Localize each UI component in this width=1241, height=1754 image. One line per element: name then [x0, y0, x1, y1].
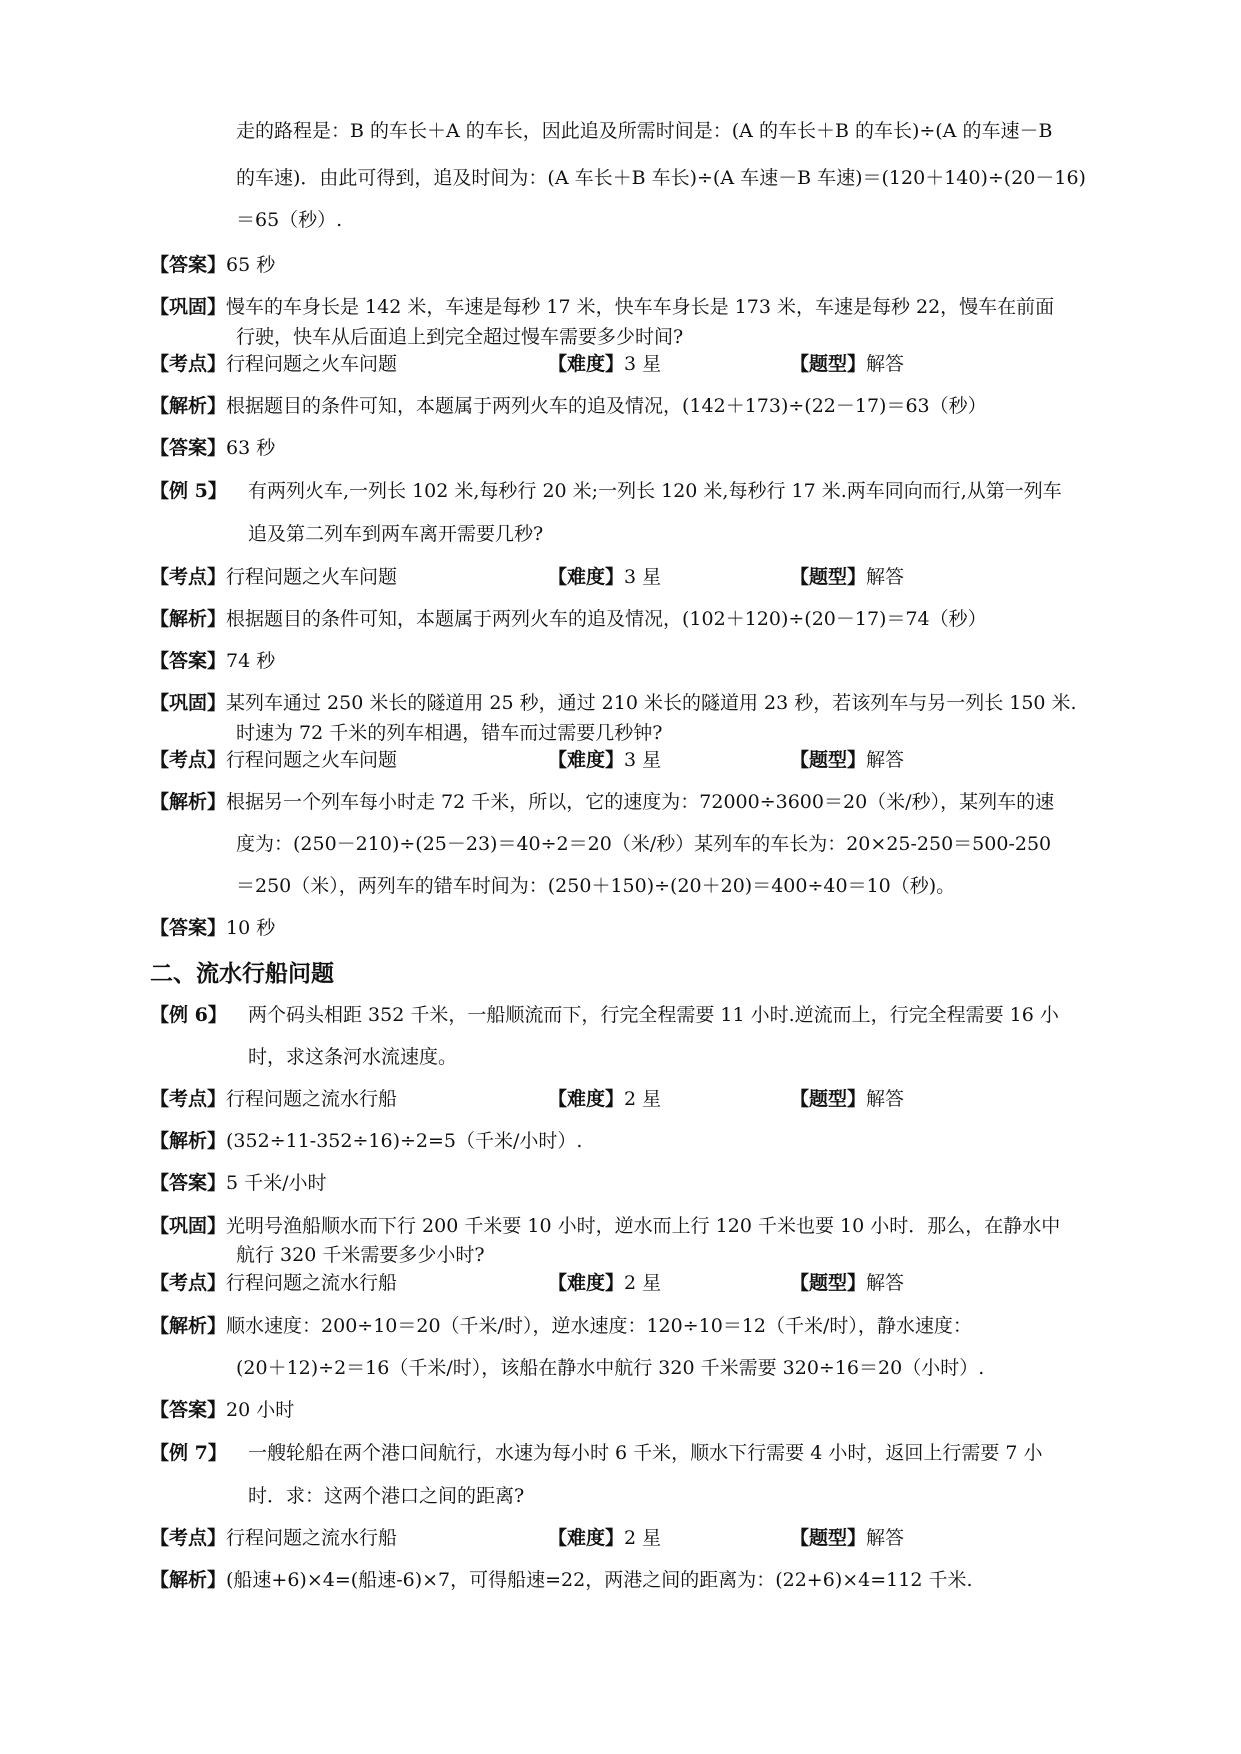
- qtype-text: 解答: [866, 749, 905, 771]
- intro-line-3: ＝65（秒）.: [236, 209, 343, 231]
- qtype-row: [790, 1271, 904, 1295]
- qtype-row: [790, 748, 904, 772]
- analysis-row: [150, 790, 1054, 814]
- question-text-cont: 行驶，快车从后面追上到完全超过慢车需要多少时间?: [236, 326, 684, 348]
- question-label: 【巩固】: [150, 692, 227, 714]
- qtype-label: 【题型】: [790, 1088, 867, 1110]
- difficulty-row: [548, 1526, 661, 1550]
- point-row: [150, 1087, 397, 1111]
- analysis-text-cont: 度为：(250－210)÷(25－23)＝40÷2＝20（米/秒）某列车的车长为：20×25-250＝500-250: [236, 833, 1052, 855]
- answer-text: 5 千米/小时: [226, 1172, 327, 1194]
- question-label: 【例 5】: [150, 480, 227, 502]
- analysis-row: [150, 607, 987, 631]
- point-row: [150, 565, 397, 589]
- analysis-label: 【解析】: [150, 1569, 227, 1591]
- answer-text: 20 小时: [226, 1399, 295, 1421]
- analysis-text: 根据题目的条件可知，本题属于两列火车的追及情况，(142＋173)÷(22－17)＝63（秒）: [226, 395, 987, 417]
- difficulty-text: 2 星: [624, 1088, 662, 1110]
- question-text: 一艘轮船在两个港口间航行，水速为每小时 6 千米，顺水下行需要 4 小时，返回上行需要 7 小: [248, 1442, 1043, 1464]
- question-row: [150, 691, 1077, 715]
- difficulty-row: [548, 748, 661, 772]
- question-row: [150, 1003, 227, 1027]
- qtype-label: 【题型】: [790, 1527, 867, 1549]
- question-text-cont: 时速为 72 千米的列车相遇，错车而过需要几秒钟?: [236, 722, 663, 744]
- difficulty-text: 3 星: [624, 566, 662, 588]
- intro-line-2: 的车速)．由此可得到，追及时间为：(A 车长＋B 车长)÷(A 车速－B 车速)＝(120＋140)÷(20－16): [236, 167, 1086, 189]
- qtype-row: [790, 352, 904, 376]
- qtype-text: 解答: [866, 353, 905, 375]
- difficulty-label: 【难度】: [548, 1527, 625, 1549]
- point-row: [150, 352, 397, 376]
- difficulty-text: 2 星: [624, 1272, 662, 1294]
- answer-label: 【答案】: [150, 1399, 227, 1421]
- difficulty-label: 【难度】: [548, 1272, 625, 1294]
- analysis-label: 【解析】: [150, 1315, 227, 1337]
- difficulty-text: 2 星: [624, 1527, 662, 1549]
- question-text-cont: 时，求这条河水流速度。: [248, 1046, 458, 1068]
- qtype-text: 解答: [866, 1272, 905, 1294]
- answer-label: 【答案】: [150, 254, 227, 276]
- qtype-label: 【题型】: [790, 749, 867, 771]
- qtype-label: 【题型】: [790, 1272, 867, 1294]
- analysis-label: 【解析】: [150, 395, 227, 417]
- answer-label: 【答案】: [150, 437, 227, 459]
- question-row: [150, 479, 227, 503]
- analysis-row: [150, 394, 987, 418]
- point-label: 【考点】: [150, 1527, 227, 1549]
- qtype-row: [790, 565, 904, 589]
- answer-label: 【答案】: [150, 650, 227, 672]
- answer-label: 【答案】: [150, 1172, 227, 1194]
- analysis-text: 顺水速度：200÷10＝20（千米/时），逆水速度：120÷10＝12（千米/时），静水速度：: [226, 1315, 972, 1337]
- question-label: 【例 6】: [150, 1004, 227, 1026]
- question-row: [150, 1441, 227, 1465]
- answer-text: 63 秒: [226, 437, 276, 459]
- answer-row: [150, 1171, 327, 1195]
- point-label: 【考点】: [150, 566, 227, 588]
- question-text: 有两列火车,一列长 102 米,每秒行 20 米;一列长 120 米,每秒行 17 米.两车同向而行,从第一列车: [248, 480, 1062, 502]
- analysis-text-cont: (20＋12)÷2＝16（千米/时），该船在静水中航行 320 千米需要 320÷16＝20（小时）.: [236, 1357, 985, 1379]
- question-row: [150, 295, 1054, 319]
- answer-label: 【答案】: [150, 917, 227, 939]
- difficulty-label: 【难度】: [548, 566, 625, 588]
- qtype-text: 解答: [866, 1527, 905, 1549]
- difficulty-label: 【难度】: [548, 749, 625, 771]
- question-text: 某列车通过 250 米长的隧道用 25 秒，通过 210 米长的隧道用 23 秒，若该列车与另一列长 150 米.: [226, 692, 1077, 714]
- qtype-label: 【题型】: [790, 566, 867, 588]
- difficulty-label: 【难度】: [548, 1088, 625, 1110]
- analysis-text: (船速+6)×4=(船速-6)×7，可得船速=22，两港之间的距离为：(22+6)×4=112 千米.: [226, 1569, 973, 1591]
- answer-row: [150, 916, 275, 940]
- question-text-cont: 时．求：这两个港口之间的距离?: [248, 1485, 525, 1507]
- answer-text: 74 秒: [226, 650, 276, 672]
- analysis-text: 根据另一个列车每小时走 72 千米，所以，它的速度为：72000÷3600＝20（米/秒），某列车的速: [226, 791, 1055, 813]
- analysis-label: 【解析】: [150, 791, 227, 813]
- point-label: 【考点】: [150, 1272, 227, 1294]
- answer-text: 65 秒: [226, 254, 276, 276]
- intro-line-1: 走的路程是：B 的车长＋A 的车长，因此追及所需时间是：(A 的车长＋B 的车长)÷(A 的车速－B: [236, 120, 1053, 142]
- point-row: [150, 1526, 397, 1550]
- question-row: [150, 1214, 1060, 1238]
- point-text: 行程问题之流水行船: [226, 1272, 398, 1294]
- difficulty-text: 3 星: [624, 749, 662, 771]
- difficulty-row: [548, 565, 661, 589]
- answer-row: [150, 436, 275, 460]
- difficulty-label: 【难度】: [548, 353, 625, 375]
- qtype-text: 解答: [866, 1088, 905, 1110]
- difficulty-row: [548, 1087, 661, 1111]
- point-text: 行程问题之火车问题: [226, 749, 398, 771]
- point-text: 行程问题之流水行船: [226, 1527, 398, 1549]
- difficulty-row: [548, 1271, 661, 1295]
- difficulty-row: [548, 352, 661, 376]
- qtype-text: 解答: [866, 566, 905, 588]
- qtype-row: [790, 1087, 904, 1111]
- analysis-text-cont: ＝250（米），两列车的错车时间为：(250＋150)÷(20＋20)＝400÷40＝10（秒)。: [236, 875, 956, 897]
- point-text: 行程问题之火车问题: [226, 566, 398, 588]
- point-label: 【考点】: [150, 353, 227, 375]
- point-text: 行程问题之火车问题: [226, 353, 398, 375]
- question-label: 【例 7】: [150, 1442, 227, 1464]
- analysis-row: [150, 1314, 972, 1338]
- difficulty-text: 3 星: [624, 353, 662, 375]
- question-text-cont: 追及第二列车到两车离开需要几秒?: [248, 523, 544, 545]
- analysis-label: 【解析】: [150, 1130, 227, 1152]
- point-label: 【考点】: [150, 749, 227, 771]
- point-row: [150, 1271, 397, 1295]
- analysis-label: 【解析】: [150, 608, 227, 630]
- section-title: 二、流水行船问题: [150, 961, 334, 987]
- answer-row: [150, 649, 275, 673]
- question-label: 【巩固】: [150, 296, 227, 318]
- question-text: 光明号渔船顺水而下行 200 千米要 10 小时，逆水而上行 120 千米也要 10 小时．那么，在静水中: [226, 1215, 1061, 1237]
- qtype-row: [790, 1526, 904, 1550]
- answer-text: 10 秒: [226, 917, 276, 939]
- answer-row: [150, 253, 275, 277]
- point-text: 行程问题之流水行船: [226, 1088, 398, 1110]
- question-text: 慢车的车身长是 142 米，车速是每秒 17 米，快车车身长是 173 米，车速是每秒 22，慢车在前面: [226, 296, 1055, 318]
- analysis-text: (352÷11-352÷16)÷2=5（千米/小时）.: [226, 1130, 583, 1152]
- qtype-label: 【题型】: [790, 353, 867, 375]
- answer-row: [150, 1398, 294, 1422]
- point-label: 【考点】: [150, 1088, 227, 1110]
- analysis-row: [150, 1568, 973, 1592]
- question-text-cont: 航行 320 千米需要多少小时?: [236, 1244, 485, 1266]
- question-label: 【巩固】: [150, 1215, 227, 1237]
- point-row: [150, 748, 397, 772]
- question-text: 两个码头相距 352 千米，一船顺流而下，行完全程需要 11 小时.逆流而上，行完全程需要 16 小: [248, 1004, 1059, 1026]
- analysis-text: 根据题目的条件可知，本题属于两列火车的追及情况，(102＋120)÷(20－17)＝74（秒）: [226, 608, 987, 630]
- analysis-row: [150, 1129, 582, 1153]
